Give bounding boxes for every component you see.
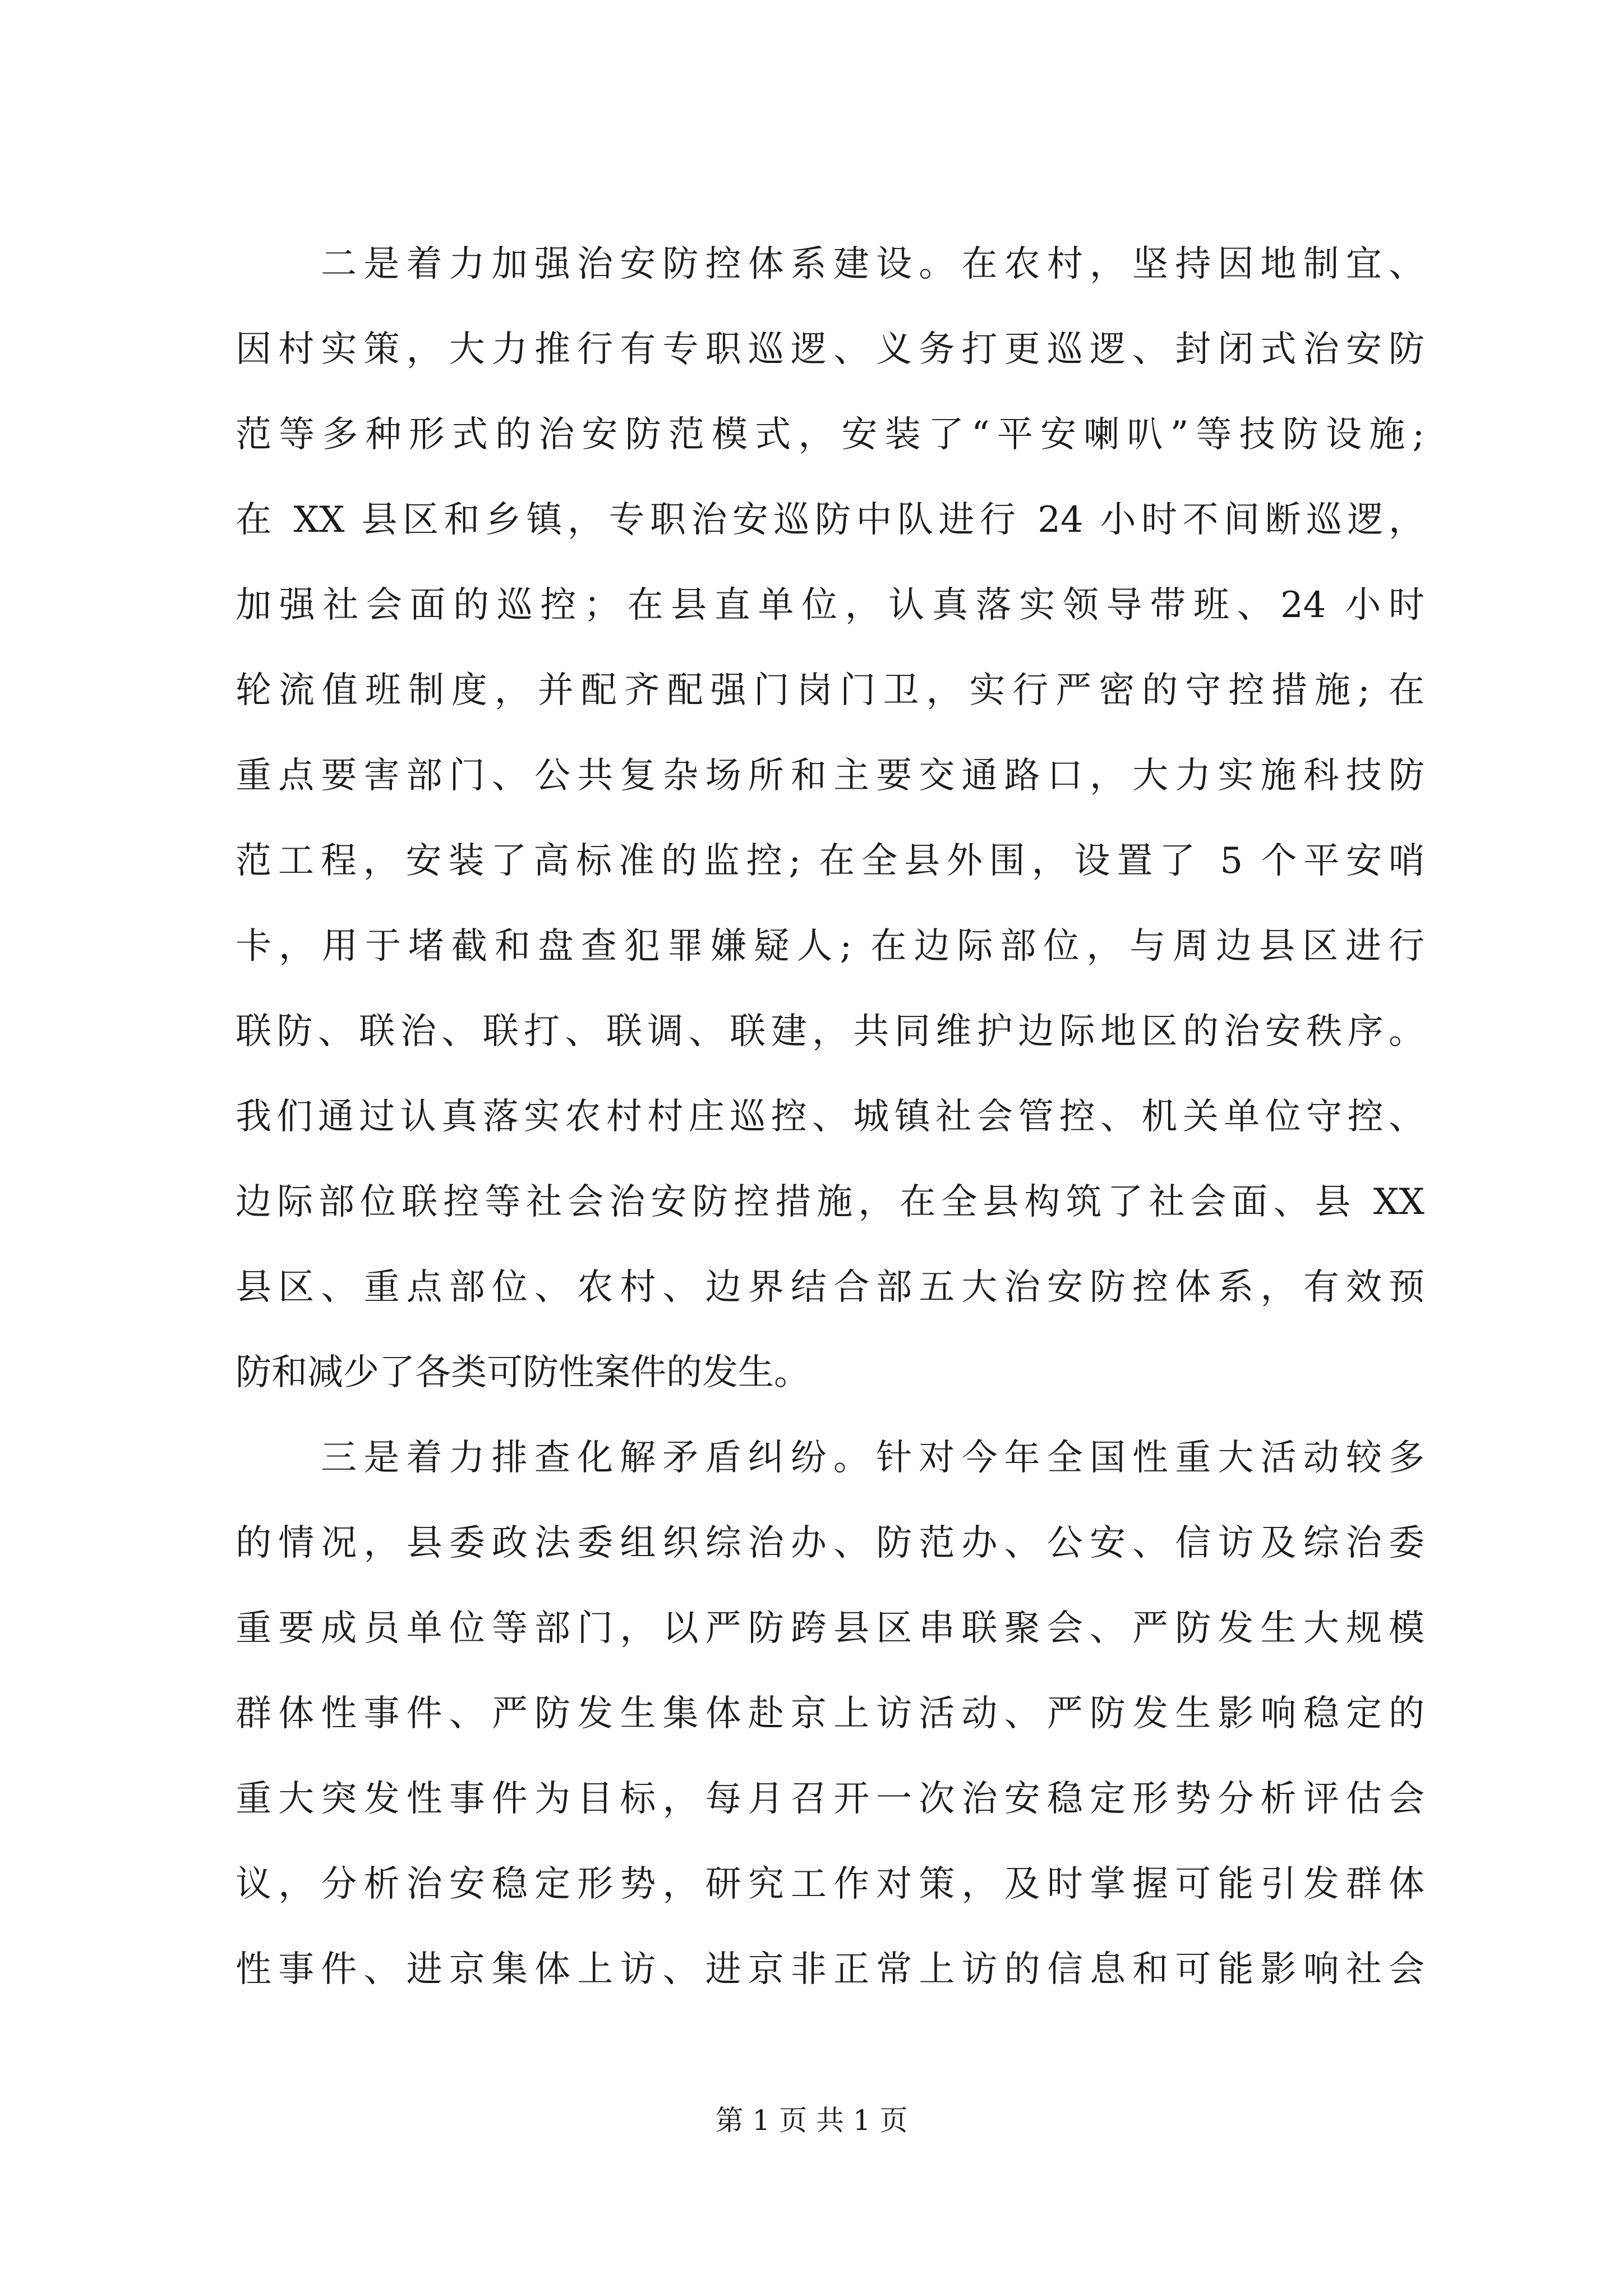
text-line: 三是着力排查化解矛盾纠纷。针对今年全国性重大活动较多 <box>321 1437 1424 1479</box>
text-line: 我们通过认真落实农村村庄巡控、城镇社会管控、机关单位守控、 <box>236 1096 1424 1138</box>
text-line: 轮流值班制度，并配齐配强门岗门卫，实行严密的守控措施; 在 <box>236 670 1424 711</box>
text-line: 范工程，安装了高标准的监控; 在全县外围，设置了 5 个平安哨 <box>236 840 1424 882</box>
text-line: 的情况，县委政法委组织综治办、防范办、公安、信访及综治委 <box>236 1522 1424 1564</box>
text-line: 联防、联治、联打、联调、联建，共同维护边际地区的治安秩序。 <box>236 1011 1424 1052</box>
text-line: 防和减少了各类可防性案件的发生。 <box>236 1352 810 1393</box>
text-line: 重要成员单位等部门，以严防跨县区串联聚会、严防发生大规模 <box>236 1608 1424 1649</box>
text-line: 加强社会面的巡控；在县直单位，认真落实领导带班、24 小时 <box>236 585 1424 626</box>
document-body <box>236 222 1424 2012</box>
page-footer: 第 1 页 共 1 页 <box>715 2104 908 2137</box>
paragraph <box>236 1415 1424 2012</box>
text-line: 范等多种形式的治安防范模式，安装了“平安喇叭”等技防设施; <box>236 414 1424 455</box>
text-line: 县区、重点部位、农村、边界结合部五大治安防控体系，有效预 <box>236 1267 1424 1308</box>
text-line: 议，分析治安稳定形势，研究工作对策，及时掌握可能引发群体 <box>236 1864 1424 1905</box>
text-line: 重大突发性事件为目标，每月召开一次治安稳定形势分析评估会 <box>236 1778 1424 1820</box>
paragraph <box>236 222 1424 1415</box>
text-line: 二是着力加强治安防控体系建设。在农村，坚持因地制宜、 <box>321 243 1424 285</box>
text-line: 在 XX 县区和乡镇，专职治安巡防中队进行 24 小时不间断巡逻， <box>236 499 1424 541</box>
text-line: 边际部位联控等社会治安防控措施，在全县构筑了社会面、县 XX <box>236 1181 1424 1223</box>
text-line: 卡，用于堵截和盘查犯罪嫌疑人; 在边际部位，与周边县区进行 <box>236 926 1424 967</box>
text-line: 群体性事件、严防发生集体赴京上访活动、严防发生影响稳定的 <box>236 1693 1424 1734</box>
text-line: 因村实策，大力推行有专职巡逻、义务打更巡逻、封闭式治安防 <box>236 329 1424 370</box>
text-line: 性事件、进京集体上访、进京非正常上访的信息和可能影响社会 <box>236 1949 1424 1990</box>
text-line: 重点要害部门、公共复杂场所和主要交通路口，大力实施科技防 <box>236 755 1424 797</box>
